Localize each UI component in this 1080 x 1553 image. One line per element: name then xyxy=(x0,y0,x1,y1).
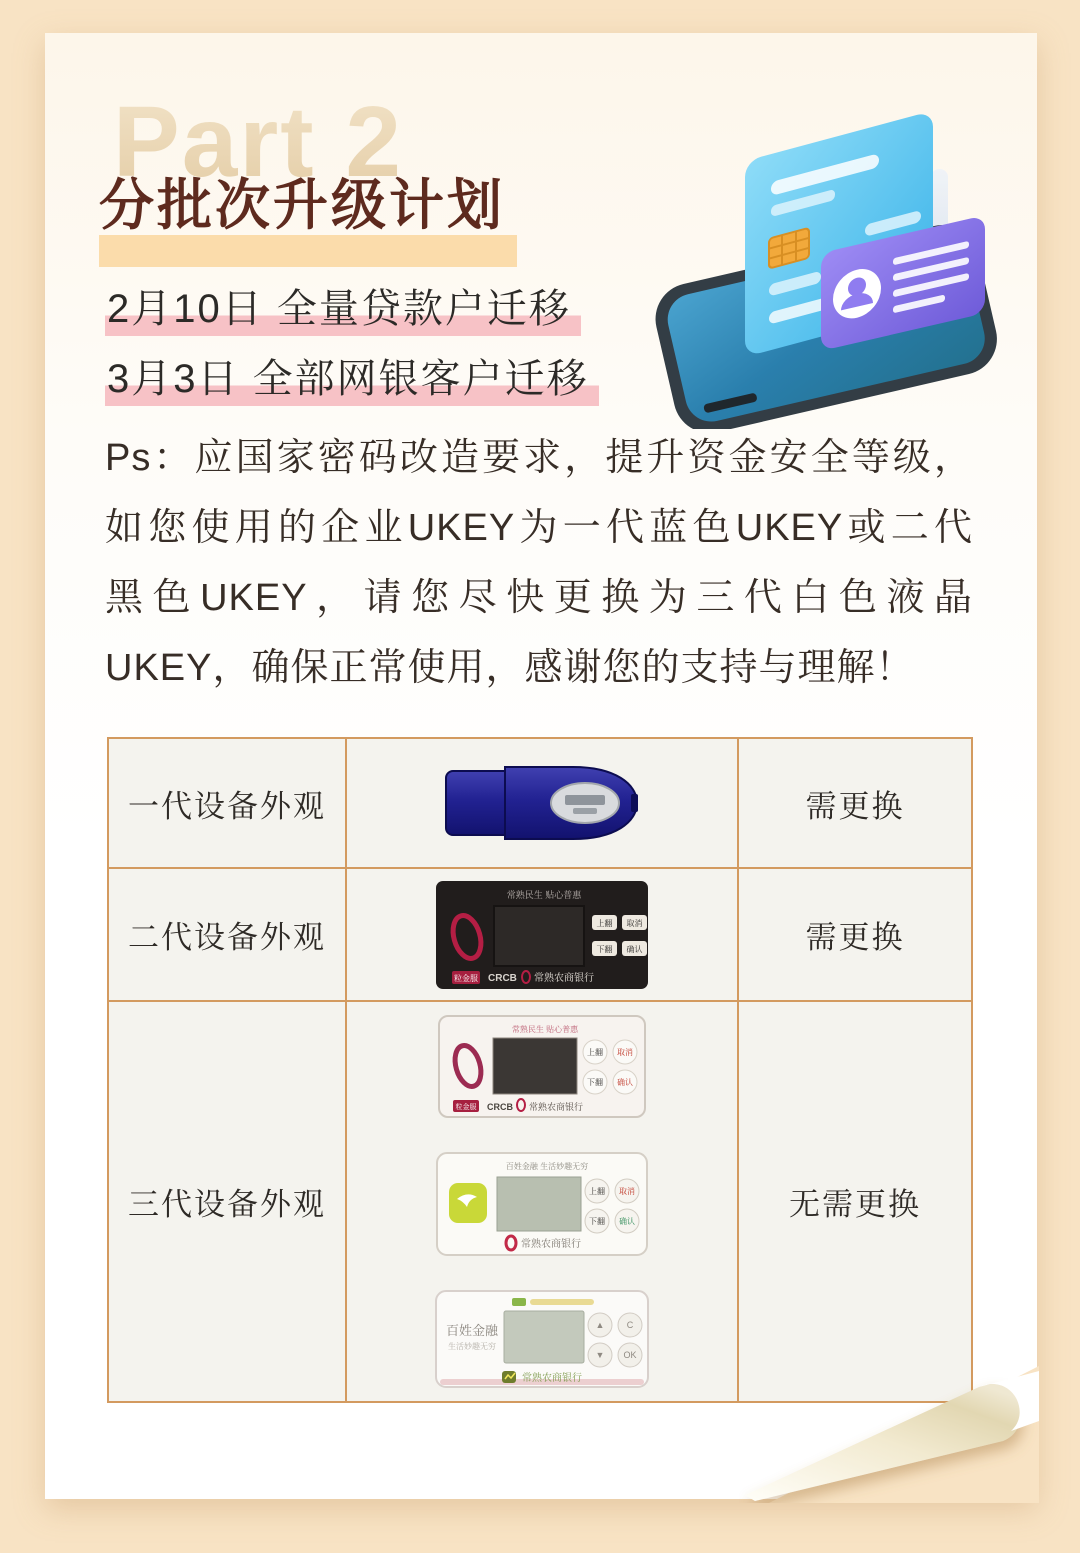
gen3-device-c-image xyxy=(434,1289,650,1389)
gen3c-side-sub: 生活妙趣无穷 xyxy=(448,1342,496,1351)
table-row2-label-cell xyxy=(109,869,347,1002)
schedule-line-1 xyxy=(105,277,581,334)
gen3c-model-chip xyxy=(512,1298,526,1306)
svg-text:常熟农商银行: 常熟农商银行 xyxy=(529,1102,584,1112)
svg-text:上翻: 上翻 xyxy=(587,1048,603,1057)
row2-status: 需更换 xyxy=(805,920,905,955)
svg-text:粒金服: 粒金服 xyxy=(454,973,478,983)
section-title-text: 分批次升级计划 xyxy=(99,174,506,236)
svg-text:C: C xyxy=(626,1320,634,1330)
svg-text:粒金服: 粒金服 xyxy=(455,1104,477,1111)
svg-text:上翻: 上翻 xyxy=(596,918,613,928)
table-row3-status-cell xyxy=(739,1002,971,1401)
svg-text:▼: ▼ xyxy=(595,1350,605,1360)
part-watermark: Part 2 xyxy=(113,86,403,198)
svg-text:下翻: 下翻 xyxy=(596,944,613,954)
svg-text:取消: 取消 xyxy=(619,1187,635,1196)
svg-text:常熟农商银行: 常熟农商银行 xyxy=(521,1239,581,1250)
table-row3-label-cell xyxy=(109,1002,347,1401)
svg-text:OK: OK xyxy=(623,1350,637,1360)
note-line-2: 如您使用的企业UKEY为一代蓝色UKEY或二代 xyxy=(105,507,973,549)
svg-text:确认: 确认 xyxy=(626,944,643,954)
svg-text:下翻: 下翻 xyxy=(587,1078,603,1087)
table-row1-label-cell xyxy=(109,739,347,869)
notice-page xyxy=(45,33,1037,1499)
svg-text:常熟农商银行: 常熟农商银行 xyxy=(522,1373,582,1384)
svg-text:取消: 取消 xyxy=(617,1048,633,1057)
table-row1-status-cell xyxy=(739,739,971,869)
row1-status: 需更换 xyxy=(805,788,905,824)
svg-text:上翻: 上翻 xyxy=(589,1187,605,1196)
svg-text:CRCB: CRCB xyxy=(488,972,517,984)
svg-text:下翻: 下翻 xyxy=(589,1217,605,1226)
note-line-3: 黑色UKEY，请您尽快更换为三代白色液晶 xyxy=(105,577,973,619)
note-line-1: Ps：应国家密码改造要求，提升资金安全等级， xyxy=(105,437,973,479)
svg-text:确认: 确认 xyxy=(617,1078,633,1087)
svg-text:CRCB: CRCB xyxy=(487,1102,513,1112)
svg-text:▲: ▲ xyxy=(595,1320,605,1330)
note-line-4: UKEY，确保正常使用，感谢您的支持与理解！ xyxy=(105,647,915,689)
phone-card-illustration xyxy=(643,103,1009,429)
schedule-line-2-text: 3月3日 全部网银客户迁移 xyxy=(105,357,599,406)
row2-label: 二代设备外观 xyxy=(128,920,326,955)
svg-text:取消: 取消 xyxy=(626,918,643,928)
page-curl-decor xyxy=(739,1351,1039,1503)
table-row2-image-cell xyxy=(347,869,739,1002)
gen3c-side-title: 百姓金融 xyxy=(445,1323,499,1338)
gen2-device-image xyxy=(434,879,650,991)
gen3-device-b-image xyxy=(435,1151,649,1257)
svg-text:确认: 确认 xyxy=(619,1217,635,1226)
device-table xyxy=(107,737,973,1403)
gen3-device-a-image xyxy=(437,1014,647,1119)
row1-label: 一代设备外观 xyxy=(128,788,326,824)
gen3c-footer-brand xyxy=(502,1371,582,1384)
schedule-line-1-text: 2月10日 全量贷款户迁移 xyxy=(105,287,581,336)
table-row3-image-cell xyxy=(347,1002,739,1401)
gen2-footer-brand xyxy=(452,971,594,984)
table-row1-image-cell xyxy=(347,739,739,869)
schedule-line-2 xyxy=(105,347,599,404)
row3-status: 无需更换 xyxy=(789,1187,921,1222)
table-row2-status-cell xyxy=(739,869,971,1002)
gen1-ukey-image xyxy=(435,758,649,848)
row3-label: 三代设备外观 xyxy=(128,1187,326,1222)
gen3a-tagline: 常熟民生 贴心普惠 xyxy=(511,1025,579,1034)
gen3b-tagline: 百姓金融 生活妙趣无穷 xyxy=(505,1162,589,1171)
gen2-tagline: 常熟民生 贴心普惠 xyxy=(506,889,582,900)
section-title xyxy=(99,161,505,240)
note-paragraph xyxy=(105,423,973,703)
svg-text:常熟农商银行: 常熟农商银行 xyxy=(534,972,594,984)
